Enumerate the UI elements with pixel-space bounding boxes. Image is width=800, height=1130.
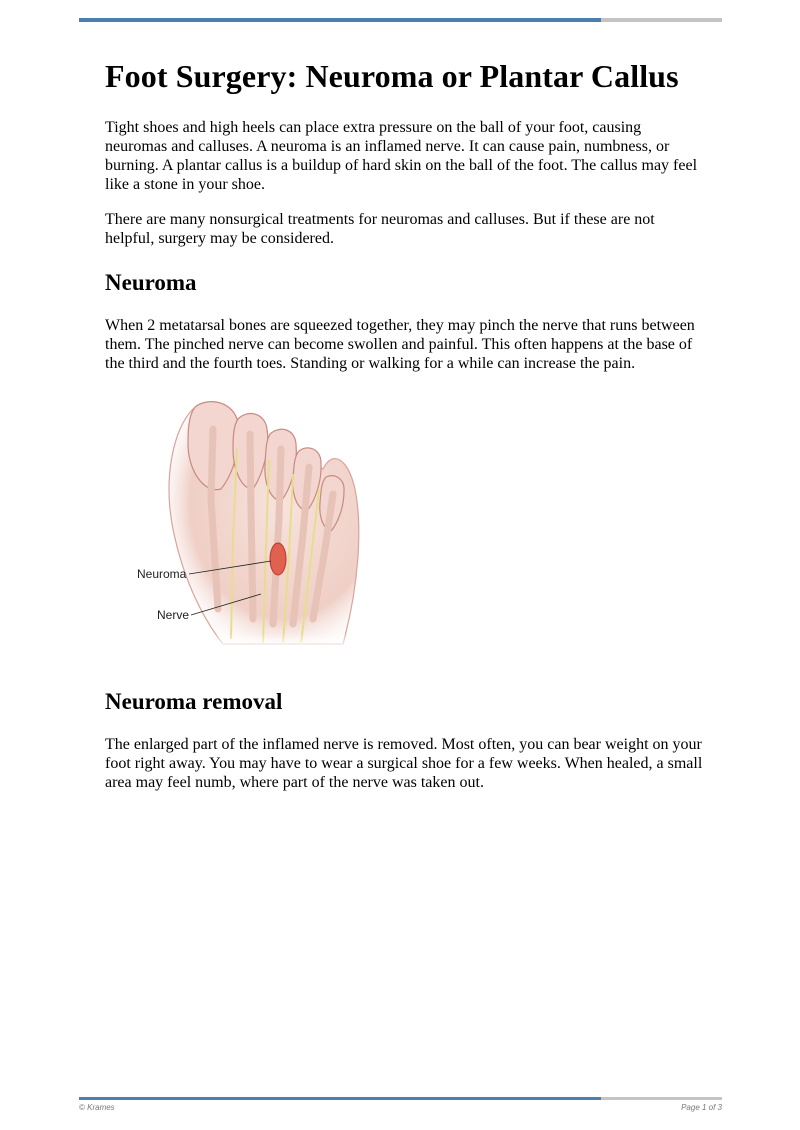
document-content — [105, 56, 705, 792]
page-title: Foot Surgery: Neuroma or Plantar Callus — [105, 58, 679, 94]
intro-paragraph-2: There are many nonsurgical treatments for neuromas and calluses. But if these are not helpful, surgery may be considered. — [105, 211, 655, 247]
top-accent-bar — [79, 18, 722, 22]
bottom-accent-bar-gray — [601, 1097, 722, 1100]
neuroma-label: Neuroma — [137, 567, 187, 581]
intro-paragraph-1: Tight shoes and high heels can place extra pressure on the ball of your foot, causing neuromas and calluses. A neuroma is an inflamed nerve. It can cause pain, numbness, or burning. A plantar callus is a buildup of hard skin on the ball of the foot. The callus may feel like a stone in your shoe. — [105, 119, 698, 193]
bottom-accent-bar-blue — [79, 1097, 601, 1100]
footer-page-number: Page 1 of 3 — [681, 1103, 722, 1112]
foot-neuroma-illustration — [133, 389, 373, 649]
top-accent-bar-gray — [601, 18, 722, 22]
section-heading-neuroma-removal: Neuroma removal — [105, 689, 283, 714]
footer-copyright: © Krames — [79, 1103, 115, 1112]
bottom-accent-bar — [79, 1097, 722, 1100]
nerve-label: Nerve — [157, 608, 190, 622]
top-accent-bar-blue — [79, 18, 601, 22]
section-heading-neuroma: Neuroma — [105, 270, 197, 295]
section-body-neuroma: When 2 metatarsal bones are squeezed together, they may pinch the nerve that runs between them. The pinched nerve can become swollen and painful. This often happens at the base of the third and the fourth toes. Standing or walking for a while can increase the pain. — [105, 317, 695, 372]
section-body-neuroma-removal: The enlarged part of the inflamed nerve is removed. Most often, you can bear weight on your foot right away. You may have to wear a surgical shoe for a few weeks. When healed, a small area may feel numb, where part of the nerve was taken out. — [105, 736, 703, 791]
